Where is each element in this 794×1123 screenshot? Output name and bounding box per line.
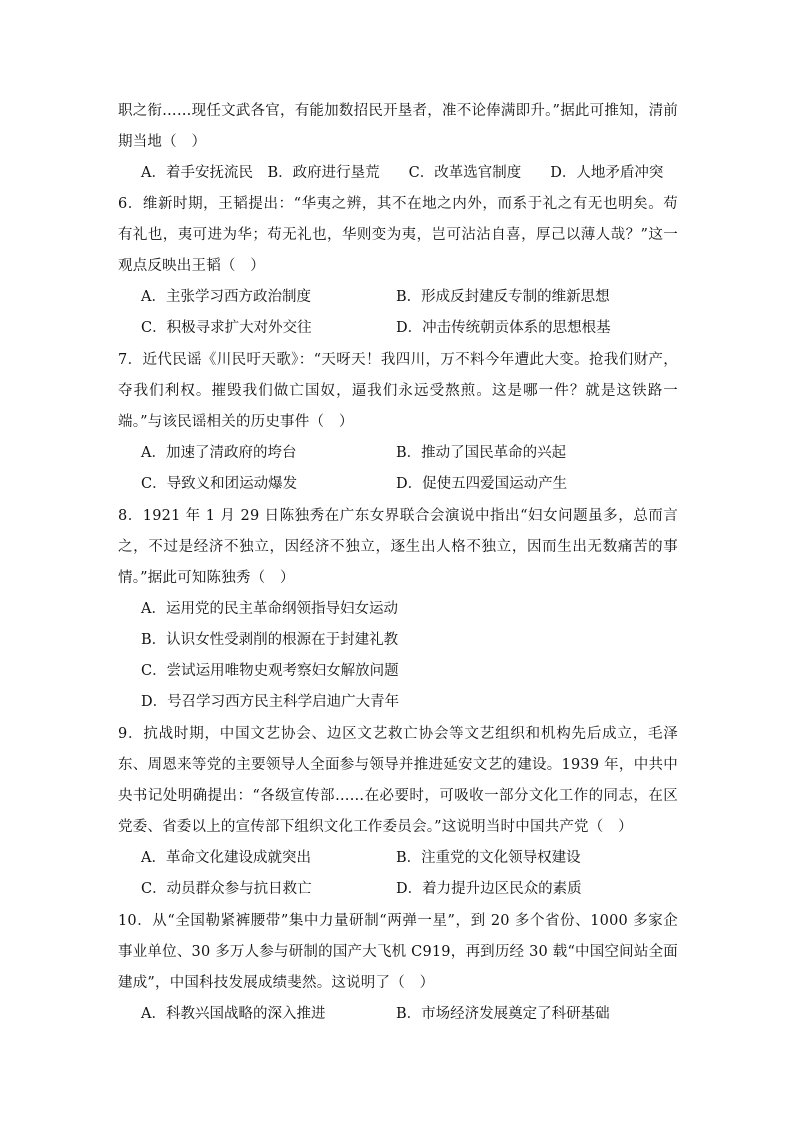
option-a: A．革命文化建设成就突出 <box>141 850 311 866</box>
option-b: B．市场经济发展奠定了科研基础 <box>396 1006 610 1022</box>
option-a: A．加速了清政府的垮台 <box>141 445 297 461</box>
question-8-option-d: D．号召学习西方民主科学启迪广大青年 <box>141 694 400 710</box>
option-d: D．促使五四爱国运动产生 <box>396 476 568 492</box>
option-c: C．导致义和团运动爆发 <box>141 476 298 492</box>
question-8-option-c: C．尝试运用唯物史观考察妇女解放问题 <box>141 663 399 679</box>
question-9-options-row-2 <box>141 874 681 905</box>
question-7-stem: 7．近代民谣《川民吁天歌》：“天呀天！我四川，万不料今年遭此大变。抢我们财产，夺我们利权。摧毁我们做亡国奴，逼我们永远受熬煎。这是哪一件？就是这铁路一端。”与该民谣相关的历史事件（ ） <box>118 352 678 430</box>
option-d: D．冲击传统朝贡体系的思想根基 <box>396 320 611 336</box>
question-6-stem: 6．维新时期，王韬提出：“华夷之辨，其不在地之内外，而系于礼之有无也明矣。苟有礼也，夷可进为华；苟无礼也，华则变为夷，岂可沾沾自喜，厚己以薄人哉？”这一观点反映出王韬（ ） <box>118 196 678 274</box>
option-b: B．形成反封建反专制的维新思想 <box>396 289 610 305</box>
question-5-options: A．着手安抚流民 B．政府进行垦荒 C．改革选官制度 D．人地矛盾冲突 <box>141 165 664 181</box>
question-10-stem: 10．从“全国勒紧裤腰带”集中力量研制“两弹一星”，到 20 多个省份、1000 多家企事业单位、30 多万人参与研制的国产大飞机 C919，再到历经 30 载“中国空间站全面建成”，中国科技发展成绩斐然。这说明了（ ） <box>118 913 678 991</box>
option-c: C．积极寻求扩大对外交往 <box>141 320 312 336</box>
question-7-options-row-2 <box>141 469 681 500</box>
option-d: D．着力提升边区民众的素质 <box>396 881 582 897</box>
question-8-option-b: B．认识女性受剥削的根源在于封建礼教 <box>141 632 399 648</box>
option-c: C．动员群众参与抗日救亡 <box>141 881 312 897</box>
question-9-stem: 9．抗战时期，中国文艺协会、边区文艺救亡协会等文艺组织和机构先后成立，毛泽东、周恩来等党的主要领导人全面参与领导并推进延安文艺的建设。1939 年，中共中央书记处明确提出：“各级宣传部……在必要时，可吸收一部分文化工作的同志，在区党委、省委以上的宣传部下组织文化工作委员会。”这说明当时中国共产党（ ） <box>118 726 678 835</box>
question-6-options-row-1 <box>141 282 681 313</box>
option-b: B．推动了国民革命的兴起 <box>396 445 567 461</box>
option-a: A．主张学习西方政治制度 <box>141 289 311 305</box>
question-9-options-row-1 <box>141 843 681 874</box>
question-7-options-row-1 <box>141 438 681 469</box>
question-8-option-a: A．运用党的民主革命纲领指导妇女运动 <box>141 601 398 617</box>
question-6-options-row-2 <box>141 313 681 344</box>
question-10-options-row-1 <box>141 999 681 1030</box>
option-b: B．注重党的文化领导权建设 <box>396 850 581 866</box>
option-a: A．科教兴国战略的深入推进 <box>141 1006 326 1022</box>
question-8-stem: 8．1921 年 1 月 29 日陈独秀在广东女界联合会演说中指出“妇女问题虽多，总而言之，不过是经济不独立，因经济不独立，逐生出人格不独立，因而生出无数痛苦的事情。”据此可知陈独秀（ ） <box>118 508 678 586</box>
question-5-stem: 职之衔……现任文武各官，有能加数招民开垦者，准不论俸满即升。”据此可推知，清前期当地（ ） <box>118 103 678 150</box>
